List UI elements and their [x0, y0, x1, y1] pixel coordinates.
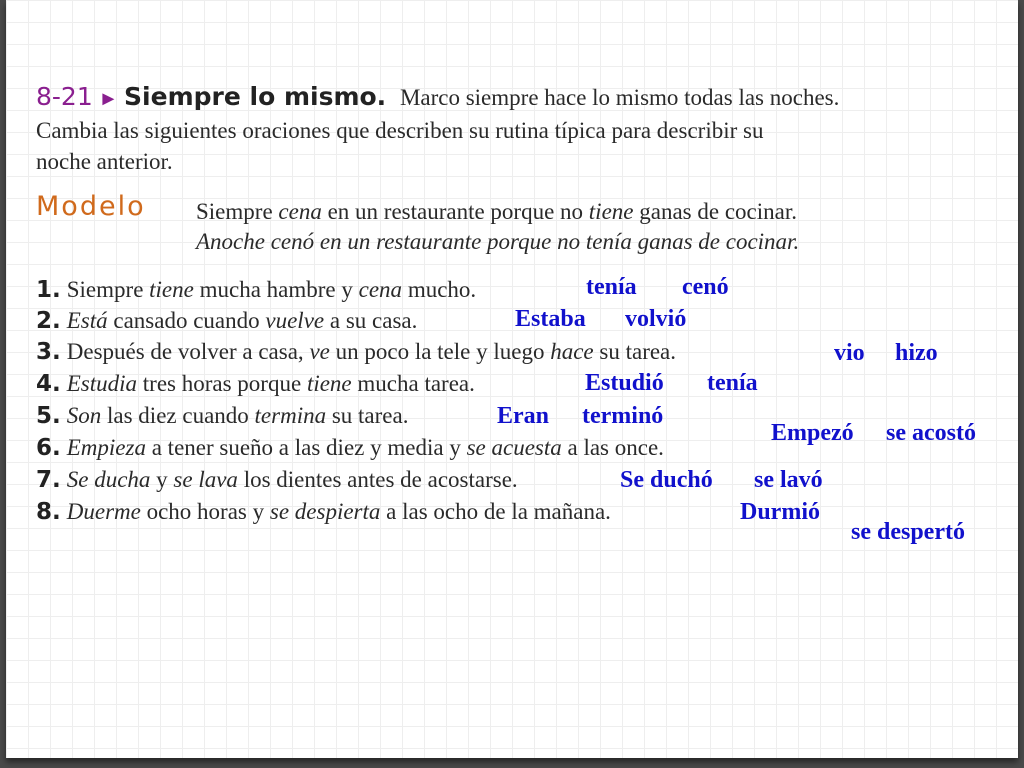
answer-1-1: tenía — [586, 274, 637, 300]
sentence-verb: Se ducha — [66, 467, 151, 492]
sentence-text: tres horas porque — [137, 371, 307, 396]
sentence-verb: se lava — [173, 467, 238, 492]
model-text: ganas de cocinar. — [633, 199, 797, 224]
sentence-number: 4. — [36, 371, 61, 397]
sentence-text: y — [150, 467, 174, 492]
sentence-verb: tiene — [306, 371, 352, 396]
sentence-number: 7. — [36, 467, 61, 493]
sentence-verb: Duerme — [66, 499, 141, 524]
model-line1 — [196, 198, 797, 226]
sentence-text: mucha hambre y — [193, 277, 359, 302]
model-line2 — [196, 228, 799, 256]
answer-8-2: se despertó — [851, 519, 965, 545]
model-verb: tiene — [588, 199, 634, 224]
answer-4-2: tenía — [707, 370, 758, 396]
model-text: en un restaurante porque no — [321, 199, 589, 224]
sentence-verb: Está — [66, 308, 108, 333]
sentence-2 — [36, 307, 417, 335]
sentence-verb: termina — [254, 403, 327, 428]
model-answer: Anoche cenó en un restaurante porque no tenía ganas de cocinar. — [196, 229, 800, 254]
answer-7-1: Se duchó — [620, 467, 713, 493]
sentence-4 — [36, 370, 475, 398]
sentence-6 — [36, 434, 664, 462]
answer-5-1: Eran — [497, 403, 550, 429]
exercise-intro-line2: Cambia las siguientes oraciones que describen su rutina típica para describir su — [36, 118, 764, 143]
exercise-intro-line1: Marco siempre hace lo mismo todas las noches. — [399, 85, 840, 110]
sentence-verb: se acuesta — [466, 435, 562, 460]
sentence-verb: Empieza — [66, 435, 146, 460]
sentence-5 — [36, 402, 408, 430]
sentence-1 — [36, 276, 476, 304]
sentence-verb: Son — [66, 403, 102, 428]
answer-4-1: Estudió — [585, 370, 664, 396]
sentence-8 — [36, 498, 611, 526]
sentence-number: 6. — [36, 435, 61, 461]
sentence-verb: ve — [309, 339, 330, 364]
sentence-text: las diez cuando — [101, 403, 255, 428]
sentence-number: 8. — [36, 499, 61, 525]
answer-5-2: terminó — [582, 403, 664, 429]
answer-1-2: cenó — [682, 274, 729, 300]
sentence-text: los dientes antes de acostarse. — [237, 467, 518, 492]
model-label: Modelo — [36, 191, 146, 222]
sentence-verb: vuelve — [265, 308, 325, 333]
model-verb: cena — [278, 199, 322, 224]
sentence-text: un poco la tele y luego — [329, 339, 551, 364]
sentence-verb: Estudia — [66, 371, 138, 396]
sentence-number: 1. — [36, 277, 61, 303]
exercise-intro-line3: noche anterior. — [36, 149, 173, 174]
exercise-number: 8-21 — [36, 82, 93, 111]
sentence-verb: hace — [550, 339, 594, 364]
answer-3-2: hizo — [895, 340, 938, 366]
model-text: Siempre — [196, 199, 279, 224]
sentence-text: Después de volver a casa, — [66, 339, 310, 364]
sentence-number: 2. — [36, 308, 61, 334]
sentence-text: a tener sueño a las diez y media y — [145, 435, 467, 460]
answer-2-1: Estaba — [515, 306, 586, 332]
sentence-text: mucho. — [402, 277, 477, 302]
sentence-text: a las ocho de la mañana. — [380, 499, 611, 524]
answer-7-2: se lavó — [754, 467, 823, 493]
sentence-number: 3. — [36, 339, 61, 365]
answer-2-2: volvió — [625, 306, 687, 332]
sentence-text: su tarea. — [326, 403, 409, 428]
sentence-text: su tarea. — [593, 339, 677, 364]
arrow-icon: ► — [98, 88, 119, 110]
exercise-heading — [36, 83, 839, 113]
sentence-text: mucha tarea. — [351, 371, 475, 396]
sentence-verb: se despierta — [269, 499, 381, 524]
answer-8-1: Durmió — [740, 499, 820, 525]
answer-6-2: se acostó — [886, 420, 976, 446]
exercise-title: Siempre lo mismo. — [124, 82, 387, 111]
sentence-number: 5. — [36, 403, 61, 429]
sentence-text: Siempre — [66, 277, 150, 302]
slide — [6, 0, 1018, 758]
sentence-3 — [36, 338, 676, 366]
sentence-text: cansado cuando — [107, 308, 266, 333]
answer-6-1: Empezó — [771, 420, 854, 446]
sentence-text: a las once. — [561, 435, 664, 460]
sentence-text: a su casa. — [324, 308, 418, 333]
sentence-7 — [36, 466, 518, 494]
sentence-verb: cena — [358, 277, 403, 302]
sentence-text: ocho horas y — [140, 499, 270, 524]
sentence-verb: tiene — [149, 277, 194, 302]
answer-3-1: vio — [834, 340, 865, 366]
